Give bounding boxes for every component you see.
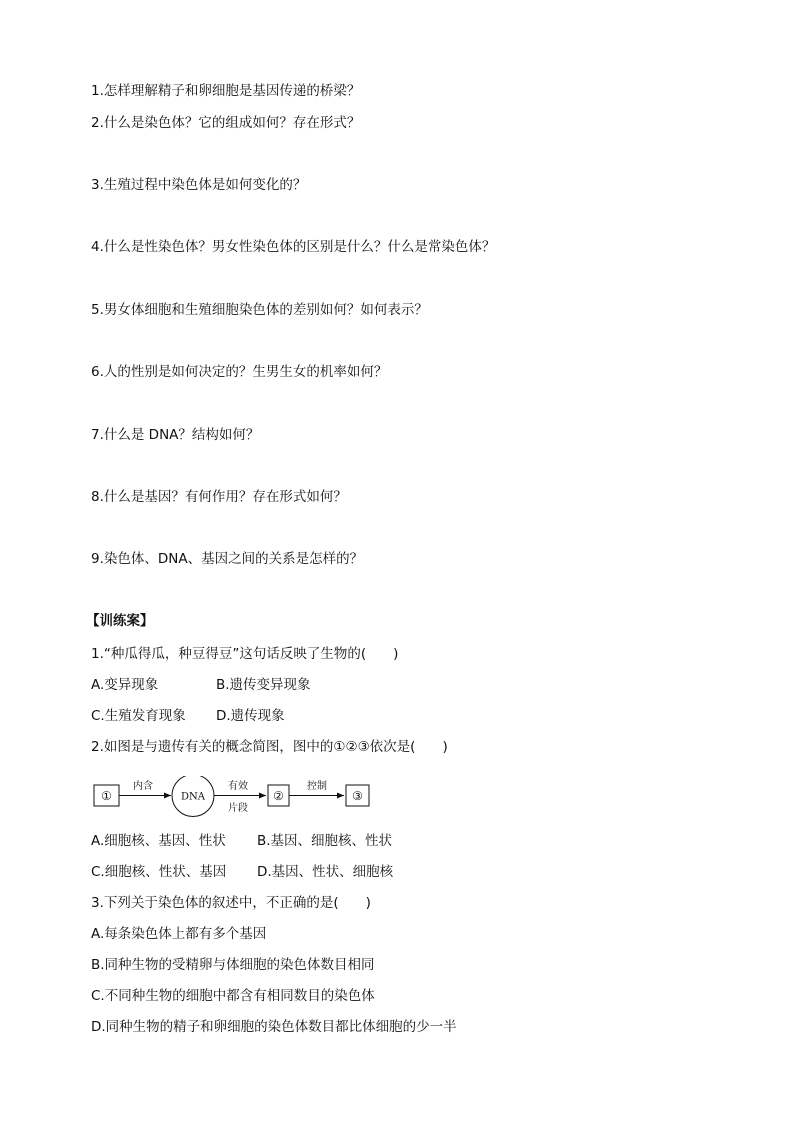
- diagram-arrow-2-bottom-label: 片段: [228, 803, 248, 814]
- study-question-2: 2.什么是染色体？它的组成如何？存在形式？: [91, 115, 361, 131]
- diagram-arrow-2-top-label: 有效: [228, 781, 248, 792]
- q1-option-d: D.遗传现象: [216, 708, 285, 724]
- q3-option-d: D.同种生物的精子和卵细胞的染色体数目都比体细胞的少一半: [91, 1019, 457, 1035]
- q2-option-a: A.细胞核、基因、性状: [91, 833, 226, 849]
- q3-option-a: A.每条染色体上都有多个基因: [91, 926, 267, 942]
- concept-diagram: [92, 776, 382, 818]
- study-question-4: 4.什么是性染色体？男女性染色体的区别是什么？什么是常染色体？: [91, 239, 496, 255]
- study-question-1: 1.怎样理解精子和卵细胞是基因传递的桥梁？: [91, 83, 361, 99]
- training-heading: 【训练案】: [86, 613, 154, 629]
- study-question-8: 8.什么是基因？有何作用？存在形式如何？: [91, 489, 347, 505]
- diagram-box-1-label: ①: [101, 789, 112, 803]
- study-question-7: 7.什么是 DNA？结构如何？: [91, 427, 260, 443]
- q1-option-c: C.生殖发育现象: [91, 708, 186, 724]
- study-question-5: 5.男女体细胞和生殖细胞染色体的差别如何？如何表示？: [91, 302, 428, 318]
- diagram-box-2-label: ②: [273, 789, 284, 803]
- q3-option-b: B.同种生物的受精卵与体细胞的染色体数目相同: [91, 957, 375, 973]
- study-question-9: 9.染色体、DNA、基因之间的关系是怎样的？: [91, 551, 364, 567]
- q1-stem: 1.“种瓜得瓜，种豆得豆”这句话反映了生物的( ): [91, 646, 399, 662]
- diagram-arrow-3-label: 控制: [307, 781, 327, 792]
- q1-option-b: B.遗传变异现象: [216, 677, 311, 693]
- diagram-box-3-label: ③: [352, 789, 363, 803]
- q2-option-c: C.细胞核、性状、基因: [91, 864, 227, 880]
- study-question-6: 6.人的性别是如何决定的？生男生女的机率如何？: [91, 364, 388, 380]
- diagram-dna-label: DNA: [181, 791, 205, 803]
- diagram-arrow-1-label: 内含: [133, 781, 153, 792]
- q2-option-b: B.基因、细胞核、性状: [257, 833, 393, 849]
- q3-stem: 3.下列关于染色体的叙述中，不正确的是( ): [91, 895, 371, 911]
- q3-option-c: C.不同种生物的细胞中都含有相同数目的染色体: [91, 988, 375, 1004]
- q2-option-d: D.基因、性状、细胞核: [257, 864, 394, 880]
- q2-stem: 2.如图是与遗传有关的概念简图，图中的①②③依次是( ): [91, 739, 448, 755]
- study-question-3: 3.生殖过程中染色体是如何变化的？: [91, 177, 307, 193]
- q1-option-a: A.变异现象: [91, 677, 159, 693]
